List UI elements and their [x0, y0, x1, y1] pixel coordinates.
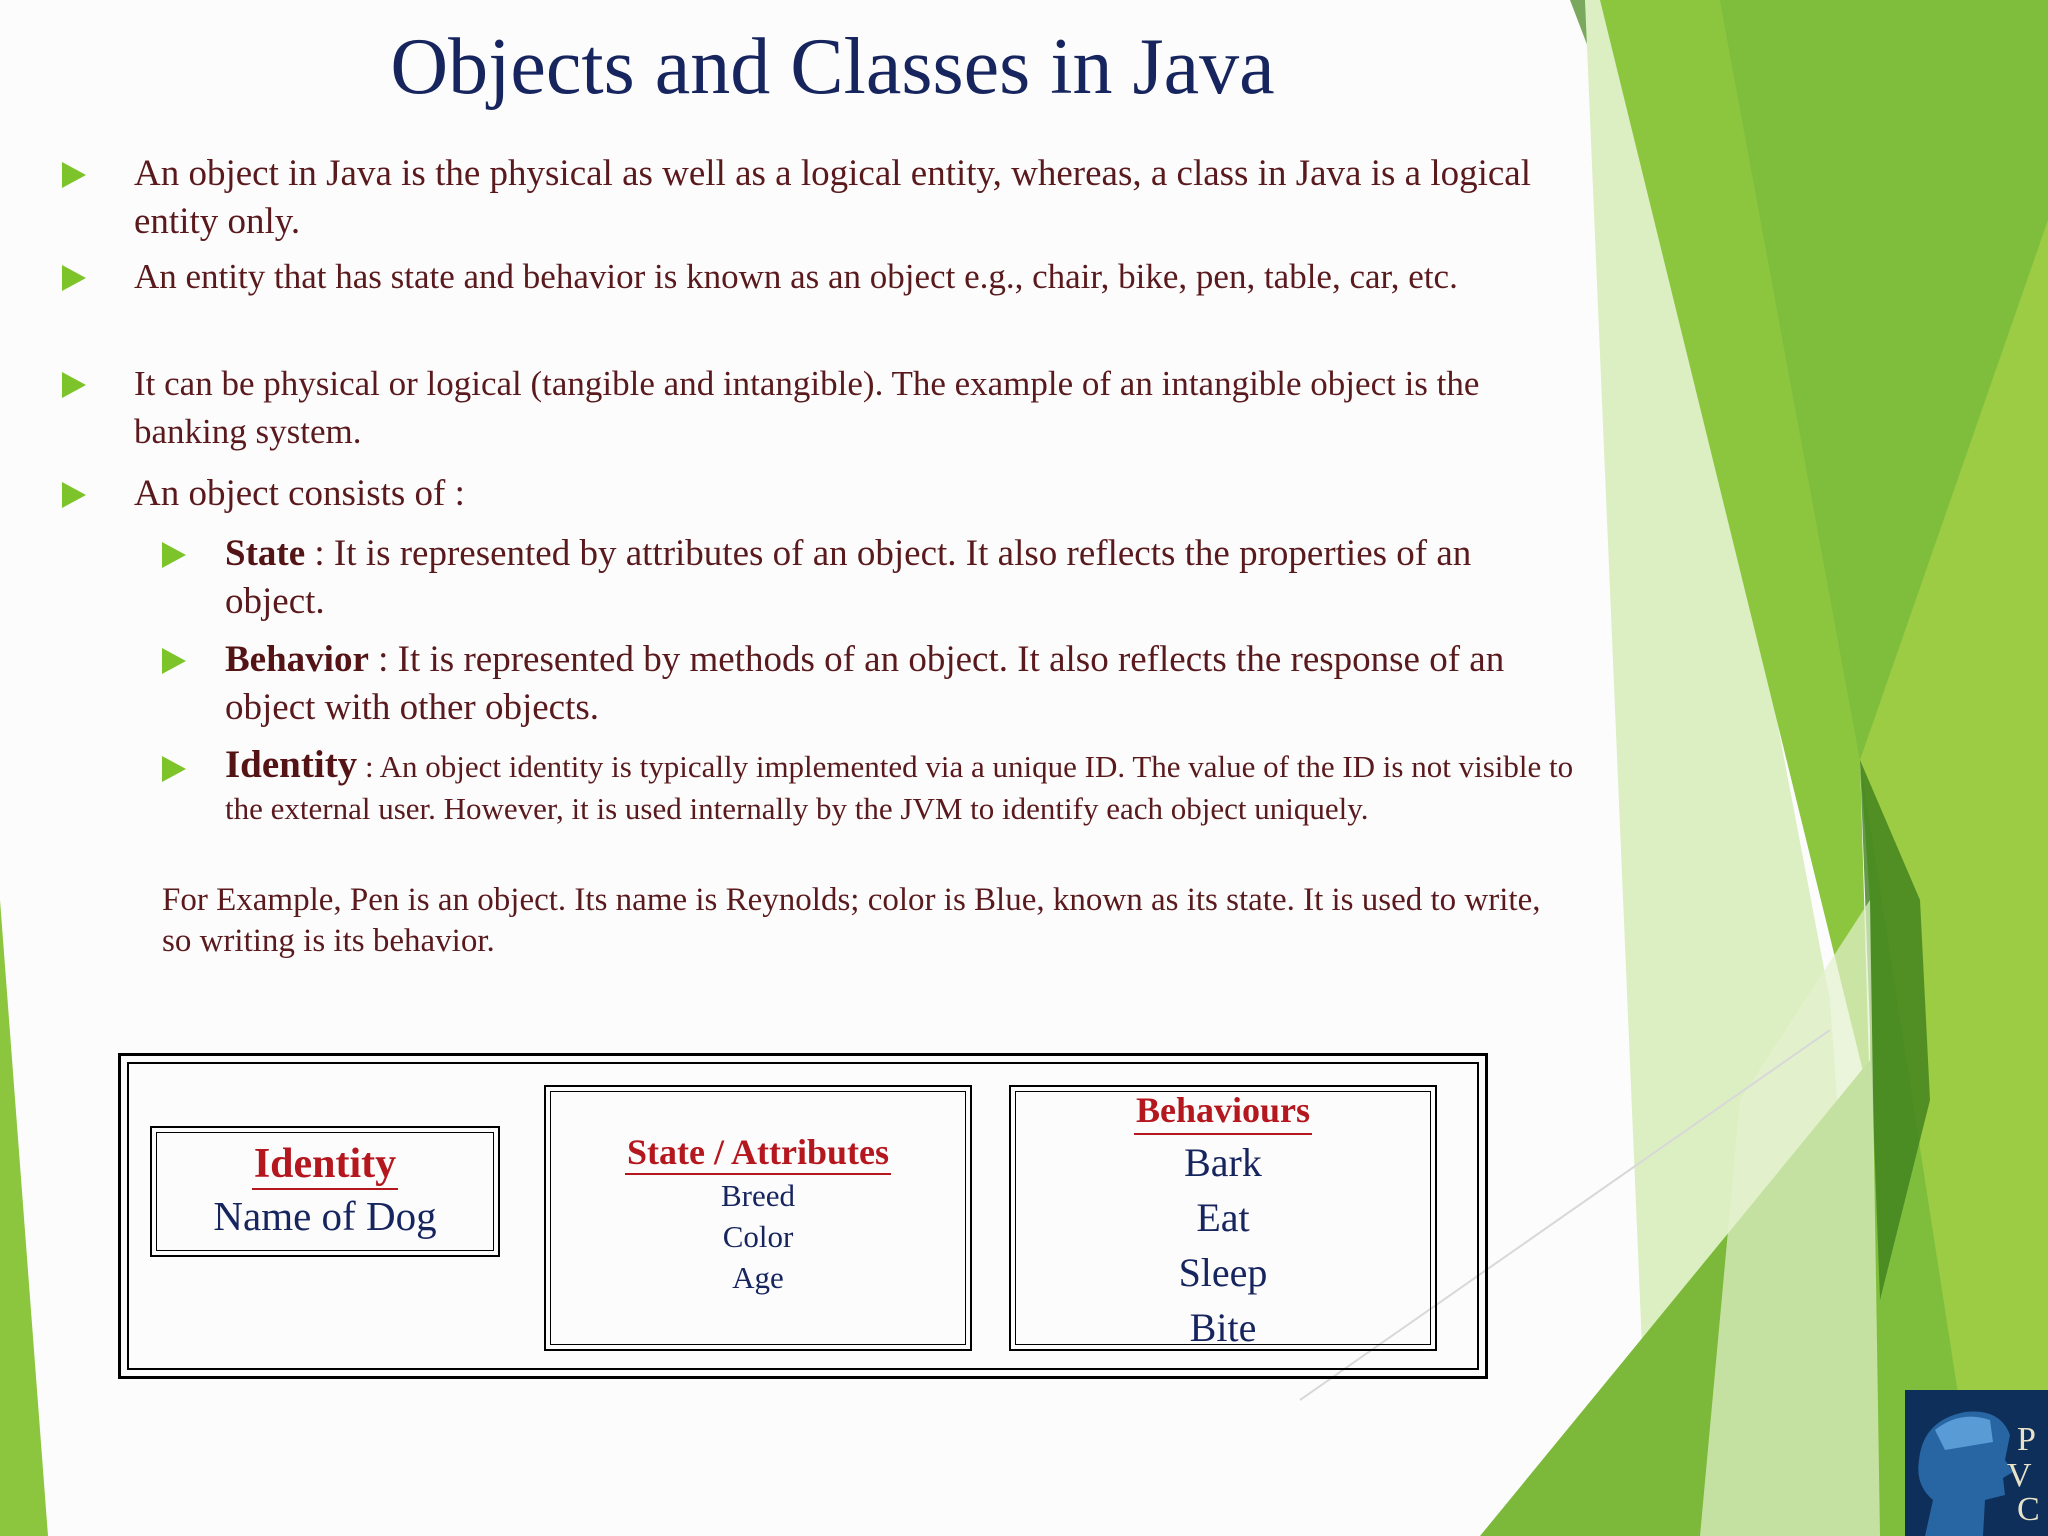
bullet-triangle-icon [162, 542, 186, 568]
identity-item: Name of Dog [213, 1193, 437, 1239]
state-box [544, 1085, 972, 1351]
bullet-triangle-icon [162, 756, 186, 782]
sub-bullet-text: : It is represented by attributes of an object. It also reflects the properties of an object. [225, 533, 1472, 622]
behaviour-item: Eat [1196, 1195, 1250, 1240]
bullet-item: It can be physical or logical (tangible and intangible). The example of an intangible object is the banking system. [134, 364, 1480, 451]
left-green-wedge [0, 900, 48, 1536]
sub-bullet-identity [225, 744, 1575, 830]
sub-bullet-term: Behavior [225, 639, 369, 680]
logo-letter: P [2017, 1421, 2036, 1458]
bullet-triangle-icon [62, 482, 86, 508]
bullet-triangle-icon [62, 265, 86, 291]
bullet-triangle-icon [62, 162, 86, 188]
pvc-logo [1905, 1390, 2048, 1536]
sub-bullet-state [225, 530, 1565, 626]
head-silhouette-icon [1905, 1390, 2048, 1536]
logo-letter: V [2007, 1457, 2032, 1494]
state-item: Age [732, 1260, 784, 1295]
bullet-item: An entity that has state and behavior is known as an object e.g., chair, bike, pen, table, car, etc. [134, 257, 1458, 296]
behaviour-item: Bite [1189, 1305, 1257, 1350]
behaviours-heading: Behaviours [1134, 1087, 1312, 1135]
sub-bullet-behavior [225, 636, 1565, 732]
state-heading: State / Attributes [625, 1131, 891, 1175]
logo-letter: C [2017, 1491, 2040, 1528]
bullet-item: An object in Java is the physical as well as a logical entity, whereas, a class in Java is a logical entity only. [134, 153, 1532, 242]
identity-heading: Identity [252, 1140, 398, 1190]
bullet-triangle-icon [62, 372, 86, 398]
example-paragraph: For Example, Pen is an object. Its name is Reynolds; color is Blue, known as its state. It is used to write, so writing is its behavior. [162, 882, 1541, 959]
sub-bullet-text: : It is represented by methods of an object. It also reflects the response of an object with other objects. [225, 639, 1505, 728]
behaviour-item: Bark [1184, 1140, 1262, 1185]
bullet-item: An object consists of : [134, 473, 465, 514]
state-item: Color [722, 1219, 794, 1254]
bullet-triangle-icon [162, 648, 186, 674]
sub-bullet-term: State [225, 533, 306, 574]
behaviour-item: Sleep [1178, 1250, 1268, 1295]
sub-bullet-term: Identity [225, 743, 358, 786]
sub-bullet-text: : An object identity is typically implemented via a unique ID. The value of the ID is not visible to the external user. However, it is used internally by the JVM to identify each object uniquely. [225, 749, 1574, 826]
identity-box [150, 1126, 500, 1257]
slide-title: Objects and Classes in Java [390, 23, 1275, 111]
behaviours-box [1009, 1085, 1437, 1351]
state-item: Breed [720, 1178, 796, 1213]
